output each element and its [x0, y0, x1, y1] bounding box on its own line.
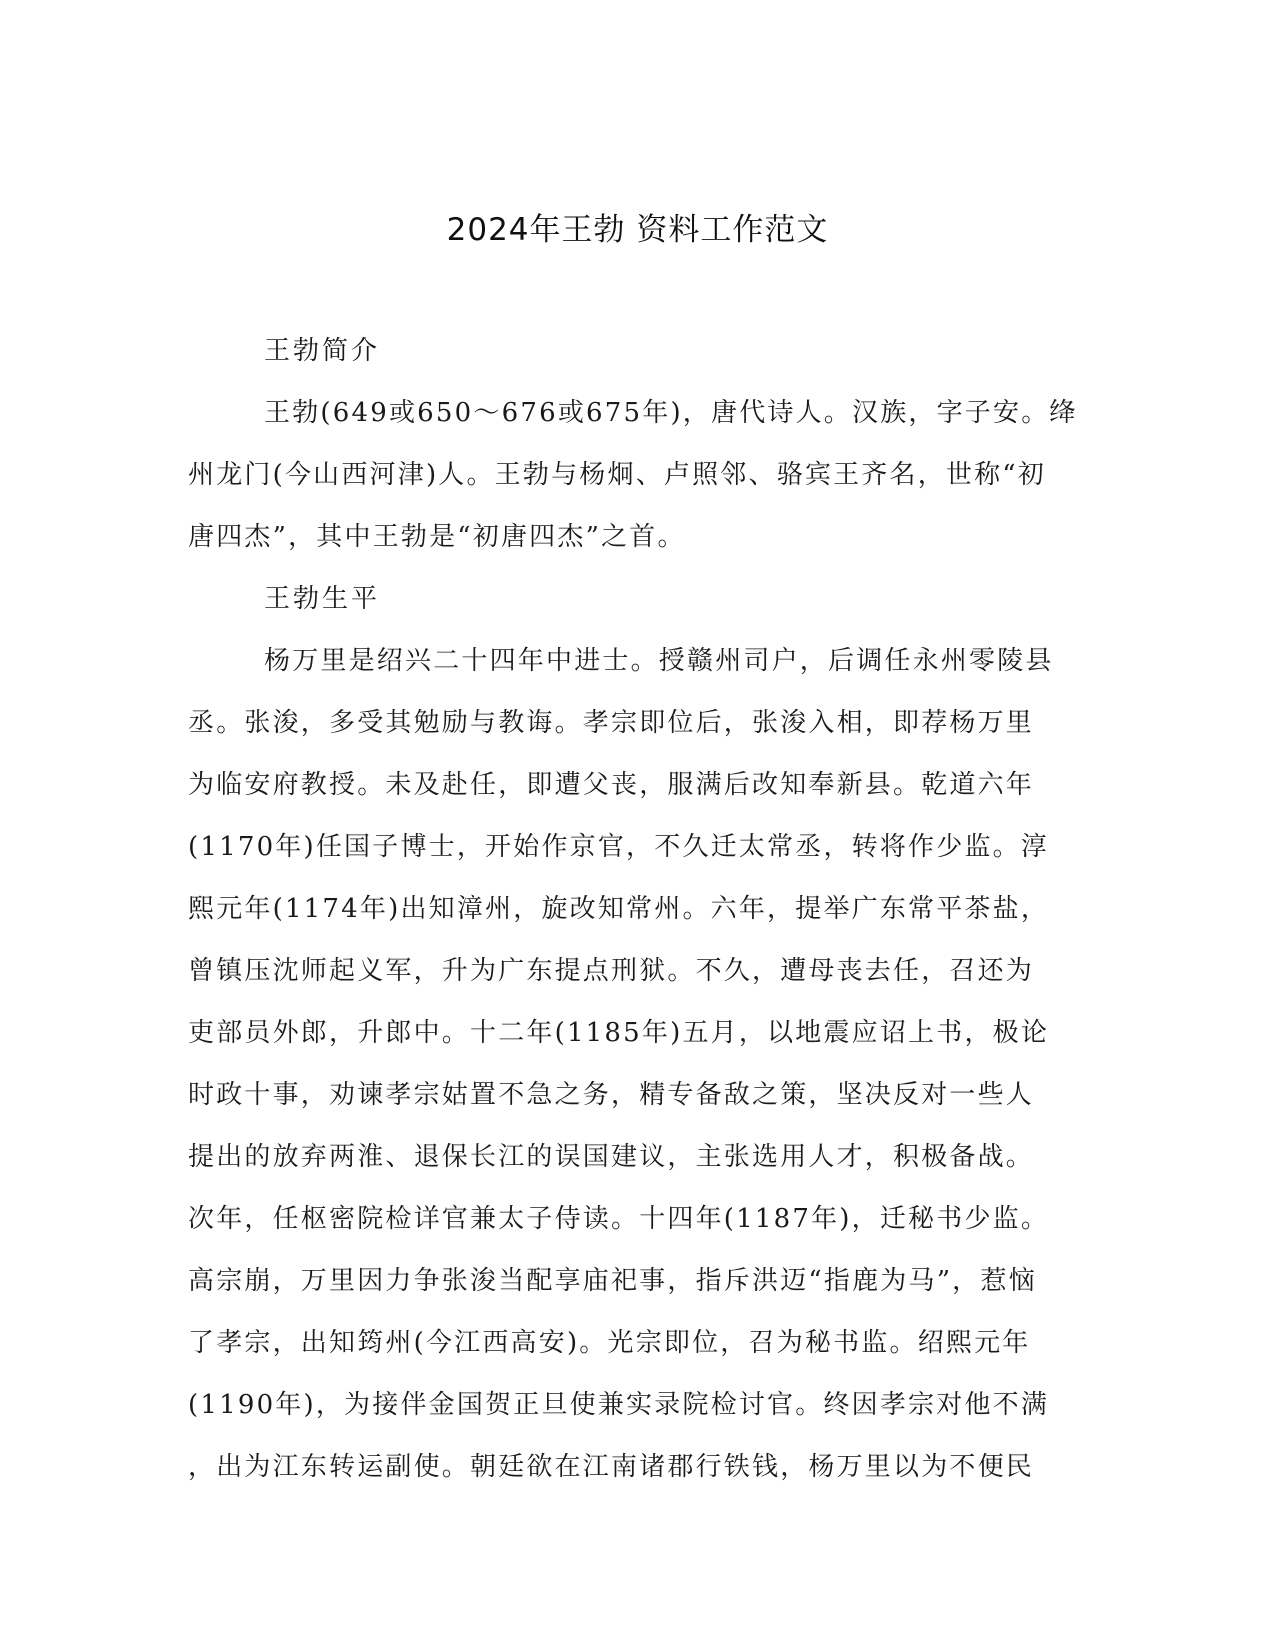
paragraph-line: 高宗崩，万里因力争张浚当配享庙祀事，指斥洪迈“指鹿为马”，惹恼	[188, 1266, 1037, 1296]
document-title: 2024年王勃 资料工作范文	[446, 212, 829, 248]
paragraph-line: 为临安府教授。未及赴任，即遭父丧，服满后改知奉新县。乾道六年	[188, 770, 1035, 800]
paragraph-intro	[188, 382, 1078, 568]
paragraph-line: 提出的放弃两淮、退保长江的误国建议，主张选用人才，积极备战。	[188, 1142, 1035, 1172]
paragraph-line: 州龙门(今山西河津)人。王勃与杨炯、卢照邻、骆宾王齐名，世称“初	[188, 460, 1046, 490]
paragraph-line: 时政十事，劝谏孝宗姑置不急之务，精专备敌之策，坚决反对一些人	[188, 1080, 1035, 1110]
paragraph-line: 吏部员外郎，升郎中。十二年(1185年)五月，以地震应诏上书，极论	[188, 1018, 1050, 1048]
section-heading-intro: 王勃简介	[264, 336, 381, 366]
paragraph-line: (1170年)任国子博士，开始作京官，不久迁太常丞，转将作少监。淳	[188, 832, 1050, 862]
paragraph-line: ，出为江东转运副使。朝廷欲在江南诸郡行铁钱，杨万里以为不便民	[188, 1452, 1035, 1482]
paragraph-line: 唐四杰”，其中王勃是“初唐四杰”之首。	[188, 522, 686, 552]
paragraph-line: 次年，任枢密院检详官兼太子侍读。十四年(1187年)，迁秘书少监。	[188, 1204, 1050, 1234]
paragraph-line: 熙元年(1174年)出知漳州，旋改知常州。六年，提举广东常平茶盐，	[188, 894, 1050, 924]
paragraph-line: 曾镇压沈师起义军，升为广东提点刑狱。不久，遭母丧去任，召还为	[188, 956, 1035, 986]
paragraph-life	[188, 630, 1078, 1498]
paragraph-line: 杨万里是绍兴二十四年中进士。授赣州司户，后调任永州零陵县	[264, 646, 1054, 676]
paragraph-line: 丞。张浚，多受其勉励与教诲。孝宗即位后，张浚入相，即荐杨万里	[188, 708, 1035, 738]
paragraph-line: (1190年)，为接伴金国贺正旦使兼实录院检讨官。终因孝宗对他不满	[188, 1390, 1050, 1420]
paragraph-line: 王勃(649或650～676或675年)，唐代诗人。汉族，字子安。绛	[264, 398, 1078, 428]
document-body	[188, 320, 1078, 1498]
section-heading-life: 王勃生平	[264, 584, 381, 614]
paragraph-line: 了孝宗，出知筠州(今江西高安)。光宗即位，召为秘书监。绍熙元年	[188, 1328, 1031, 1358]
